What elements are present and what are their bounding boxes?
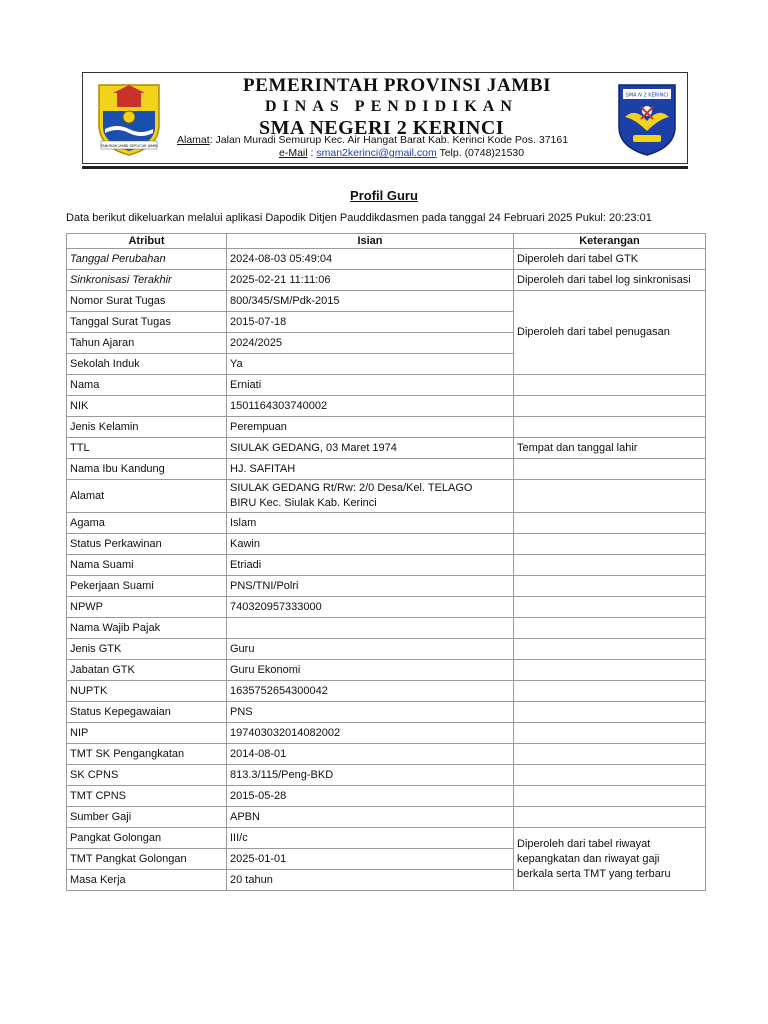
table-row (67, 555, 706, 576)
table-row (67, 786, 706, 807)
letterhead (82, 72, 688, 164)
row-value: 2015-07-18 (227, 312, 514, 333)
row-note (514, 681, 706, 702)
row-value: Guru (227, 639, 514, 660)
row-value: APBN (227, 807, 514, 828)
row-value: 2025-01-01 (227, 849, 514, 870)
table-row (67, 828, 706, 849)
row-attr: Nama Ibu Kandung (67, 459, 227, 480)
jambi-province-emblem-icon (93, 81, 165, 157)
row-attr: Status Perkawinan (67, 534, 227, 555)
row-note: Tempat dan tanggal lahir (514, 438, 706, 459)
row-value: 2024-08-03 05:49:04 (227, 249, 514, 270)
letterhead-heading (243, 75, 623, 140)
header-keterangan: Keterangan (514, 234, 706, 249)
header-isian: Isian (227, 234, 514, 249)
row-attr: Agama (67, 513, 227, 534)
row-attr: Masa Kerja (67, 870, 227, 891)
row-note (514, 513, 706, 534)
row-value: III/c (227, 828, 514, 849)
table-row (67, 513, 706, 534)
table-row (67, 534, 706, 555)
row-attr: Tanggal Perubahan (67, 249, 227, 270)
school-emblem-icon (615, 81, 679, 157)
row-attr: TMT CPNS (67, 786, 227, 807)
row-note: Diperoleh dari tabel log sinkronisasi (514, 270, 706, 291)
table-row (67, 765, 706, 786)
phone-number: Telp. (0748)21530 (439, 147, 525, 159)
row-value: 2015-05-28 (227, 786, 514, 807)
row-attr: NIK (67, 396, 227, 417)
row-attr: Alamat (67, 480, 227, 513)
row-attr: Nomor Surat Tugas (67, 291, 227, 312)
row-attr: Jabatan GTK (67, 660, 227, 681)
table-row (67, 438, 706, 459)
row-attr: Jenis Kelamin (67, 417, 227, 438)
row-attr: TTL (67, 438, 227, 459)
row-note (514, 639, 706, 660)
table-row (67, 375, 706, 396)
row-value: PNS/TNI/Polri (227, 576, 514, 597)
row-value: HJ. SAFITAH (227, 459, 514, 480)
row-attr: Tanggal Surat Tugas (67, 312, 227, 333)
row-note (514, 660, 706, 681)
row-attr: NUPTK (67, 681, 227, 702)
row-attr: Nama (67, 375, 227, 396)
table-row (67, 744, 706, 765)
row-attr: NPWP (67, 597, 227, 618)
row-note (514, 744, 706, 765)
row-value: Erniati (227, 375, 514, 396)
row-attr: NIP (67, 723, 227, 744)
school-address (177, 134, 568, 146)
row-note (514, 828, 706, 891)
row-value: Islam (227, 513, 514, 534)
row-note (514, 618, 706, 639)
table-row (67, 576, 706, 597)
row-attr: Sinkronisasi Terakhir (67, 270, 227, 291)
email-label: e-Mail (279, 147, 308, 159)
address-line-1: SIULAK GEDANG Rt/Rw: 2/0 Desa/Kel. TELAGO (230, 482, 473, 494)
note-line-1: Diperoleh dari tabel riwayat (517, 837, 651, 850)
table-row (67, 249, 706, 270)
table-row (67, 270, 706, 291)
table-row (67, 702, 706, 723)
row-value: Perempuan (227, 417, 514, 438)
row-value: Guru Ekonomi (227, 660, 514, 681)
row-attr: Sekolah Induk (67, 354, 227, 375)
row-note (514, 534, 706, 555)
row-value: 2024/2025 (227, 333, 514, 354)
table-row (67, 660, 706, 681)
row-note (514, 576, 706, 597)
note-line-2: kepangkatan dan riwayat gaji (517, 852, 660, 865)
row-value: 2014-08-01 (227, 744, 514, 765)
row-note (514, 786, 706, 807)
address-line-2: BIRU Kec. Siulak Kab. Kerinci (230, 497, 377, 509)
table-row (67, 291, 706, 312)
intro-text: Data berikut dikeluarkan melalui aplikasi Dapodik Ditjen Pauddikdasmen pada tanggal 24 Februari 2025 Pukul: 20:23:01 (66, 212, 652, 224)
row-value: Kawin (227, 534, 514, 555)
row-attr: SK CPNS (67, 765, 227, 786)
row-note (514, 417, 706, 438)
row-value: 740320957333000 (227, 597, 514, 618)
row-value (227, 618, 514, 639)
row-note (514, 723, 706, 744)
row-value: PNS (227, 702, 514, 723)
row-note (514, 459, 706, 480)
profile-table (66, 233, 706, 891)
page-title: Profil Guru (350, 188, 418, 203)
row-attr: Nama Suami (67, 555, 227, 576)
header-atribut: Atribut (67, 234, 227, 249)
row-note (514, 765, 706, 786)
row-note: Diperoleh dari tabel penugasan (514, 291, 706, 375)
row-value: Etriadi (227, 555, 514, 576)
table-row (67, 396, 706, 417)
row-attr: Status Kepegawaian (67, 702, 227, 723)
table-row (67, 807, 706, 828)
table-row (67, 723, 706, 744)
row-attr: Jenis GTK (67, 639, 227, 660)
row-value: 197403032014082002 (227, 723, 514, 744)
row-note (514, 702, 706, 723)
row-note (514, 375, 706, 396)
logo-right-caption: SMA N 2 KERINCI (625, 92, 669, 99)
row-note (514, 396, 706, 417)
row-note (514, 597, 706, 618)
row-attr: Sumber Gaji (67, 807, 227, 828)
table-row (67, 459, 706, 480)
school-contact: e-Mail : sman2kerinci@gmail.com Telp. (0748)21530 (279, 147, 525, 159)
address-text: : Jalan Muradi Semurup Kec. Air Hangat Barat Kab. Kerinci Kode Pos. 37161 (209, 134, 569, 146)
row-note (514, 555, 706, 576)
row-value: Ya (227, 354, 514, 375)
note-line-3: berkala serta TMT yang terbaru (517, 867, 671, 880)
department-name: DINAS PENDIDIKAN (265, 98, 518, 115)
row-attr: TMT SK Pengangkatan (67, 744, 227, 765)
address-label: Alamat (177, 134, 210, 146)
row-value: 2025-02-21 11:11:06 (227, 270, 514, 291)
table-row (67, 681, 706, 702)
row-attr: Nama Wajib Pajak (67, 618, 227, 639)
row-value: 800/345/SM/Pdk-2015 (227, 291, 514, 312)
row-value: 20 tahun (227, 870, 514, 891)
table-row (67, 480, 706, 513)
row-attr: Tahun Ajaran (67, 333, 227, 354)
logo-left-caption: TANGKAK JAMBI SEPUCUK JAMBI (100, 144, 158, 148)
row-value: 813.3/115/Peng-BKD (227, 765, 514, 786)
table-row (67, 597, 706, 618)
school-name: SMA NEGERI 2 KERINCI (259, 117, 505, 139)
email-link[interactable]: sman2kerinci@gmail.com (316, 147, 437, 159)
table-row (67, 417, 706, 438)
row-attr: Pekerjaan Suami (67, 576, 227, 597)
row-attr: TMT Pangkat Golongan (67, 849, 227, 870)
row-note (514, 807, 706, 828)
row-note: Diperoleh dari tabel GTK (514, 249, 706, 270)
row-attr: Pangkat Golongan (67, 828, 227, 849)
row-value: 1501164303740002 (227, 396, 514, 417)
letterhead-divider (82, 166, 688, 169)
table-header-row (67, 234, 706, 249)
row-value: SIULAK GEDANG, 03 Maret 1974 (227, 438, 514, 459)
row-note (514, 480, 706, 513)
table-row (67, 618, 706, 639)
row-value (227, 480, 514, 513)
government-name: PEMERINTAH PROVINSI JAMBI (243, 75, 552, 96)
row-value: 1635752654300042 (227, 681, 514, 702)
table-row (67, 639, 706, 660)
